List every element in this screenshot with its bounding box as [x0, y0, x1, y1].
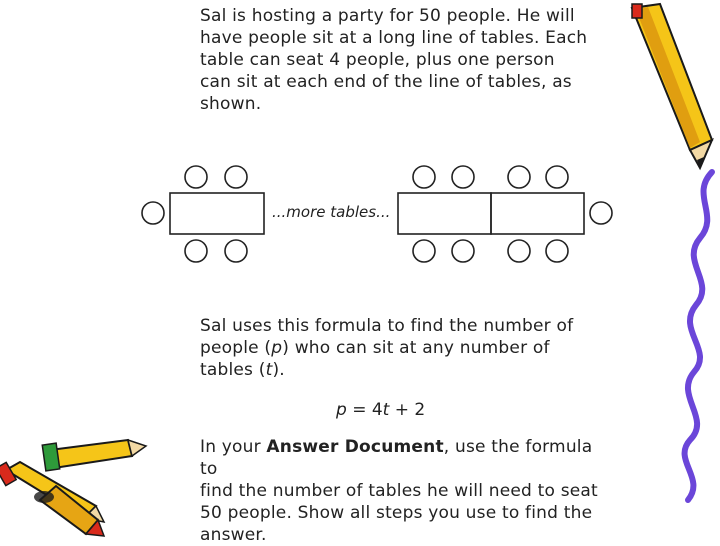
- seat-circle: [452, 166, 474, 188]
- answer-document-label: Answer Document: [266, 437, 444, 457]
- instructions-text: , use the formula to: [200, 437, 593, 479]
- table-rect: [398, 193, 491, 234]
- seat-circle: [413, 240, 435, 262]
- seat-circle: [413, 166, 435, 188]
- seat-circle: [508, 166, 530, 188]
- table-rect: [491, 193, 584, 234]
- instructions-text: In your: [200, 437, 267, 457]
- seat-circle: [590, 202, 612, 224]
- formula-intro-text: ).: [272, 360, 285, 380]
- seat-circle: [546, 166, 568, 188]
- formula-intro-text: people (: [200, 338, 272, 358]
- intro-line: can sit at each end of the line of tables, as: [200, 72, 572, 92]
- instructions-line: find the number of tables he will need to seat: [200, 481, 598, 501]
- formula-intro-line: Sal uses this formula to find the number of: [200, 316, 574, 336]
- seat-circle: [546, 240, 568, 262]
- formula-intro-text: tables (: [200, 360, 266, 380]
- intro-line: Sal is hosting a party for 50 people. He will: [200, 6, 575, 26]
- formula: [336, 399, 425, 421]
- seat-circle: [225, 240, 247, 262]
- formula-intro: [200, 315, 580, 381]
- seat-circle: [225, 166, 247, 188]
- variable-t: t: [265, 360, 273, 380]
- intro-line: table can seat 4 people, plus one person: [200, 50, 555, 70]
- formula-lhs: p: [336, 400, 347, 420]
- seat-circle: [452, 240, 474, 262]
- more-tables-label: ...more tables...: [272, 203, 391, 221]
- formula-var: t: [382, 400, 390, 420]
- instructions-line: 50 people. Show all steps you use to find the: [200, 503, 593, 523]
- intro-line: have people sit at a long line of tables. Each: [200, 28, 588, 48]
- instructions-line: answer.: [200, 525, 267, 545]
- seat-circle: [185, 240, 207, 262]
- seat-circle: [508, 240, 530, 262]
- table-rect: [170, 193, 264, 234]
- seat-circle: [142, 202, 164, 224]
- variable-p: p: [271, 338, 283, 358]
- seat-circle: [185, 166, 207, 188]
- formula-rest: + 2: [389, 400, 426, 420]
- intro-line: shown.: [200, 94, 262, 114]
- answer-instructions: [200, 436, 610, 546]
- formula-intro-text: ) who can sit at any number of: [282, 338, 550, 358]
- formula-middle: = 4: [346, 400, 383, 420]
